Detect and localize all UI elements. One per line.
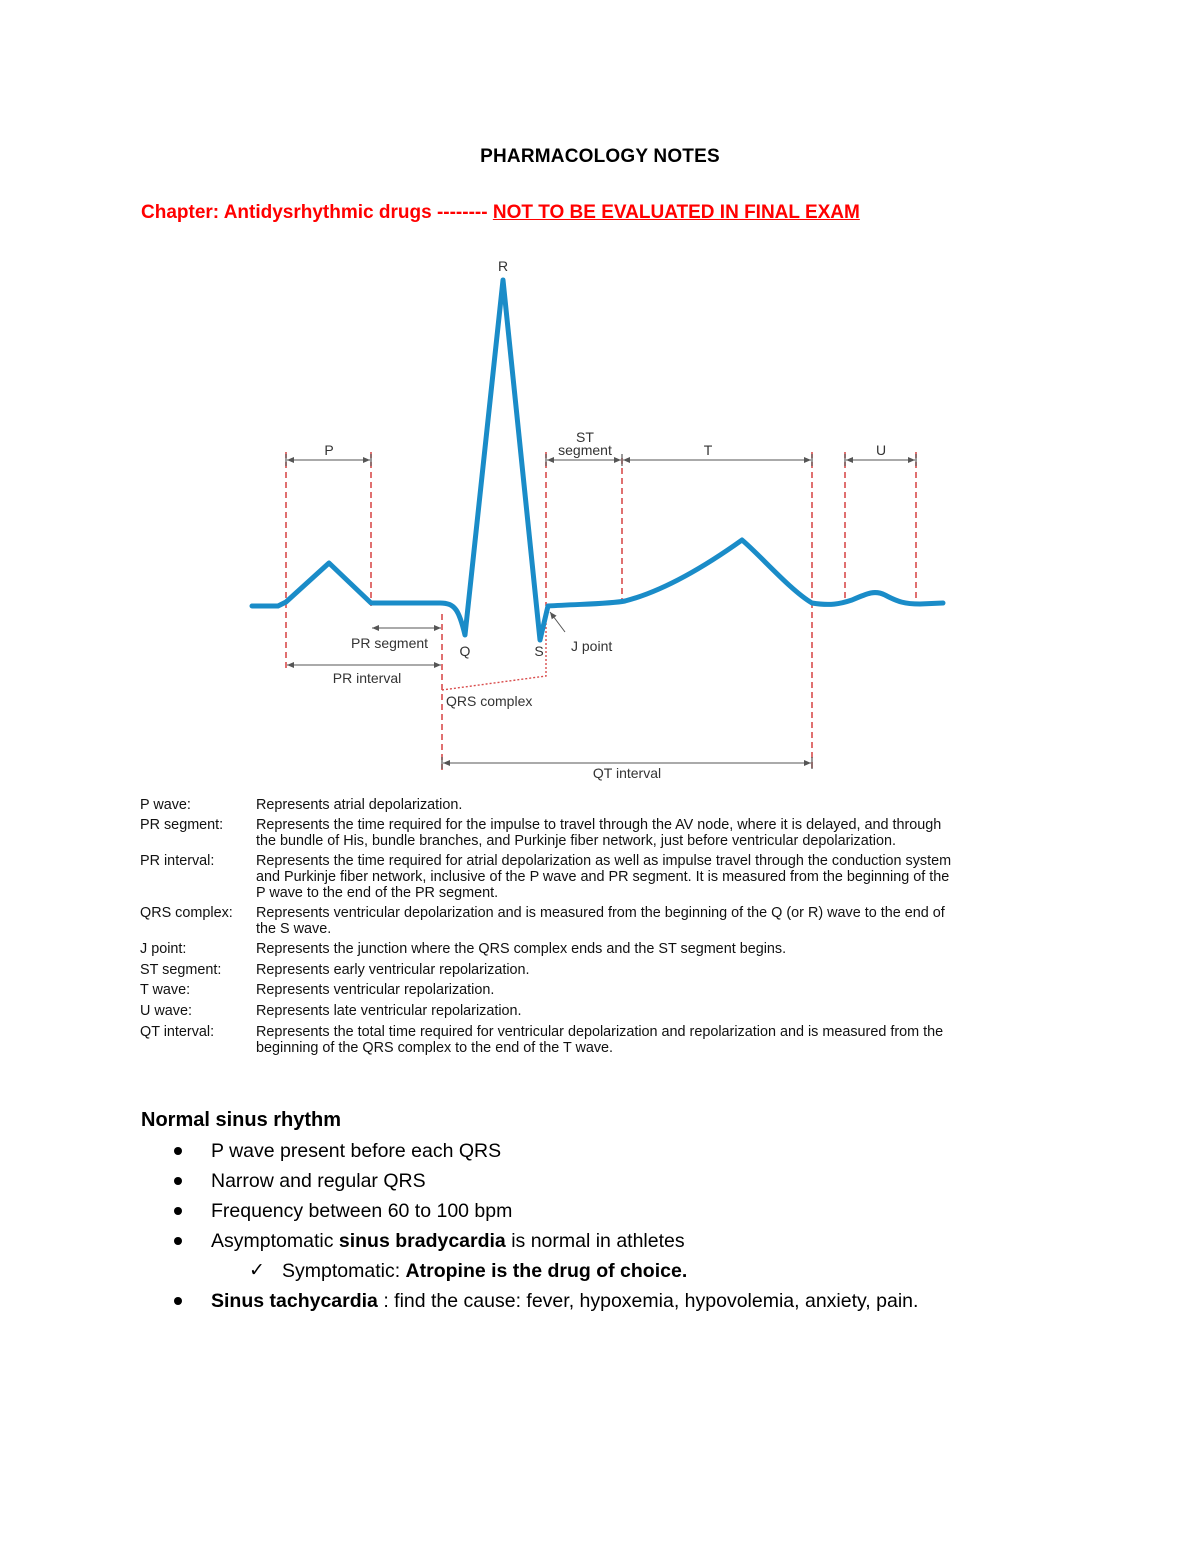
definition-text bbox=[256, 982, 1070, 998]
definition-row bbox=[140, 982, 1070, 998]
definition-line: P wave to the end of the PR segment. bbox=[256, 885, 499, 901]
definition-line: and Purkinje fiber network, inclusive of the P wave and PR segment. It is measured from the beginning of the bbox=[256, 869, 950, 885]
definition-row bbox=[140, 1003, 1070, 1019]
list-item: Asymptomatic sinus bradycardia is normal in athletes bbox=[141, 1226, 918, 1256]
checkmark-icon: ✓ bbox=[249, 1260, 265, 1281]
label-st-2: segment bbox=[558, 442, 612, 458]
definition-text bbox=[256, 817, 1070, 849]
label-qrs-complex: QRS complex bbox=[446, 693, 533, 709]
definition-term: PR interval: bbox=[140, 853, 215, 869]
exam-warning: NOT TO BE EVALUATED IN FINAL EXAM bbox=[492, 202, 860, 223]
definition-line: the bundle of His, bundle branches, and Purkinje fiber network, just before ventricular depolarization. bbox=[256, 833, 896, 849]
definition-line: Represents ventricular repolarization. bbox=[256, 982, 495, 998]
list-item: Narrow and regular QRS bbox=[141, 1166, 918, 1196]
definition-line: Represents atrial depolarization. bbox=[256, 797, 463, 813]
definition-text bbox=[256, 905, 1070, 937]
chapter-label: Chapter: Antidysrhythmic drugs -------- bbox=[141, 202, 488, 223]
label-r: R bbox=[497, 258, 509, 274]
label-u: U bbox=[875, 442, 887, 458]
label-s: S bbox=[534, 643, 544, 659]
label-qt-interval: QT interval bbox=[592, 765, 662, 781]
definition-line: beginning of the QRS complex to the end of the T wave. bbox=[256, 1040, 614, 1056]
bullet-icon bbox=[174, 1237, 182, 1245]
label-p: P bbox=[324, 442, 334, 458]
rhythm-bullet-list bbox=[141, 1136, 918, 1316]
bullet-icon bbox=[174, 1207, 182, 1215]
definition-line: Represents the total time required for ventricular depolarization and repolarization and is measured from the bbox=[256, 1024, 944, 1040]
definition-term: QT interval: bbox=[140, 1024, 215, 1040]
label-q: Q bbox=[459, 643, 471, 659]
definition-text bbox=[256, 1024, 1070, 1056]
definition-term: ST segment: bbox=[140, 962, 222, 978]
section-heading: Normal sinus rhythm bbox=[141, 1109, 342, 1131]
definition-term: QRS complex: bbox=[140, 905, 233, 921]
label-st-1: ST bbox=[576, 429, 594, 445]
definition-row bbox=[140, 817, 1070, 849]
definition-row bbox=[140, 905, 1070, 937]
bold-text: sinus bradycardia bbox=[338, 1230, 506, 1252]
list-item: P wave present before each QRS bbox=[141, 1136, 918, 1166]
definition-line: Represents late ventricular repolarization. bbox=[256, 1003, 522, 1019]
page-title: PHARMACOLOGY NOTES bbox=[480, 146, 720, 167]
definition-term: J point: bbox=[140, 941, 187, 957]
definition-line: Represents early ventricular repolarization. bbox=[256, 962, 530, 978]
definition-text bbox=[256, 797, 1070, 813]
label-t: T bbox=[703, 442, 713, 458]
definition-line: Represents the time required for the impulse to travel through the AV node, where it is delayed, and through bbox=[256, 817, 942, 833]
definition-line: Represents the junction where the QRS complex ends and the ST segment begins. bbox=[256, 941, 787, 957]
label-j-point: J point bbox=[571, 638, 613, 654]
definition-text bbox=[256, 941, 1070, 957]
bold-text: Atropine is the drug of choice. bbox=[405, 1260, 688, 1282]
definition-row bbox=[140, 941, 1070, 957]
list-item: Sinus tachycardia : find the cause: fever, hypoxemia, hypovolemia, anxiety, pain. bbox=[141, 1286, 918, 1316]
definition-term: U wave: bbox=[140, 1003, 192, 1019]
definition-line: Represents the time required for atrial depolarization as well as impulse travel through the conduction system bbox=[256, 853, 952, 869]
definition-text bbox=[256, 1003, 1070, 1019]
definition-row bbox=[140, 1024, 1070, 1056]
definition-line: Represents ventricular depolarization and is measured from the beginning of the Q (or R) wave to the end of bbox=[256, 905, 945, 921]
bullet-icon bbox=[174, 1147, 182, 1155]
j-point-arrow bbox=[550, 612, 565, 632]
definition-term: T wave: bbox=[140, 982, 191, 998]
definition-row bbox=[140, 853, 1070, 901]
definition-row bbox=[140, 962, 1070, 978]
definition-term: PR segment: bbox=[140, 817, 224, 833]
list-item: Frequency between 60 to 100 bpm bbox=[141, 1196, 918, 1226]
bullet-icon bbox=[174, 1177, 182, 1185]
qrs-dotted-connector bbox=[442, 606, 546, 690]
definition-term: P wave: bbox=[140, 797, 191, 813]
definitions-table bbox=[140, 797, 1070, 1061]
definition-text bbox=[256, 853, 1070, 901]
definition-text bbox=[256, 962, 1070, 978]
definition-line: the S wave. bbox=[256, 921, 332, 937]
bold-text: Sinus tachycardia bbox=[211, 1290, 378, 1312]
label-pr-segment: PR segment bbox=[351, 635, 429, 651]
sub-list-item: ✓ Symptomatic: Atropine is the drug of choice. bbox=[141, 1256, 918, 1286]
bullet-icon bbox=[174, 1297, 182, 1305]
definition-row bbox=[140, 797, 1070, 813]
label-pr-interval: PR interval bbox=[332, 670, 402, 686]
